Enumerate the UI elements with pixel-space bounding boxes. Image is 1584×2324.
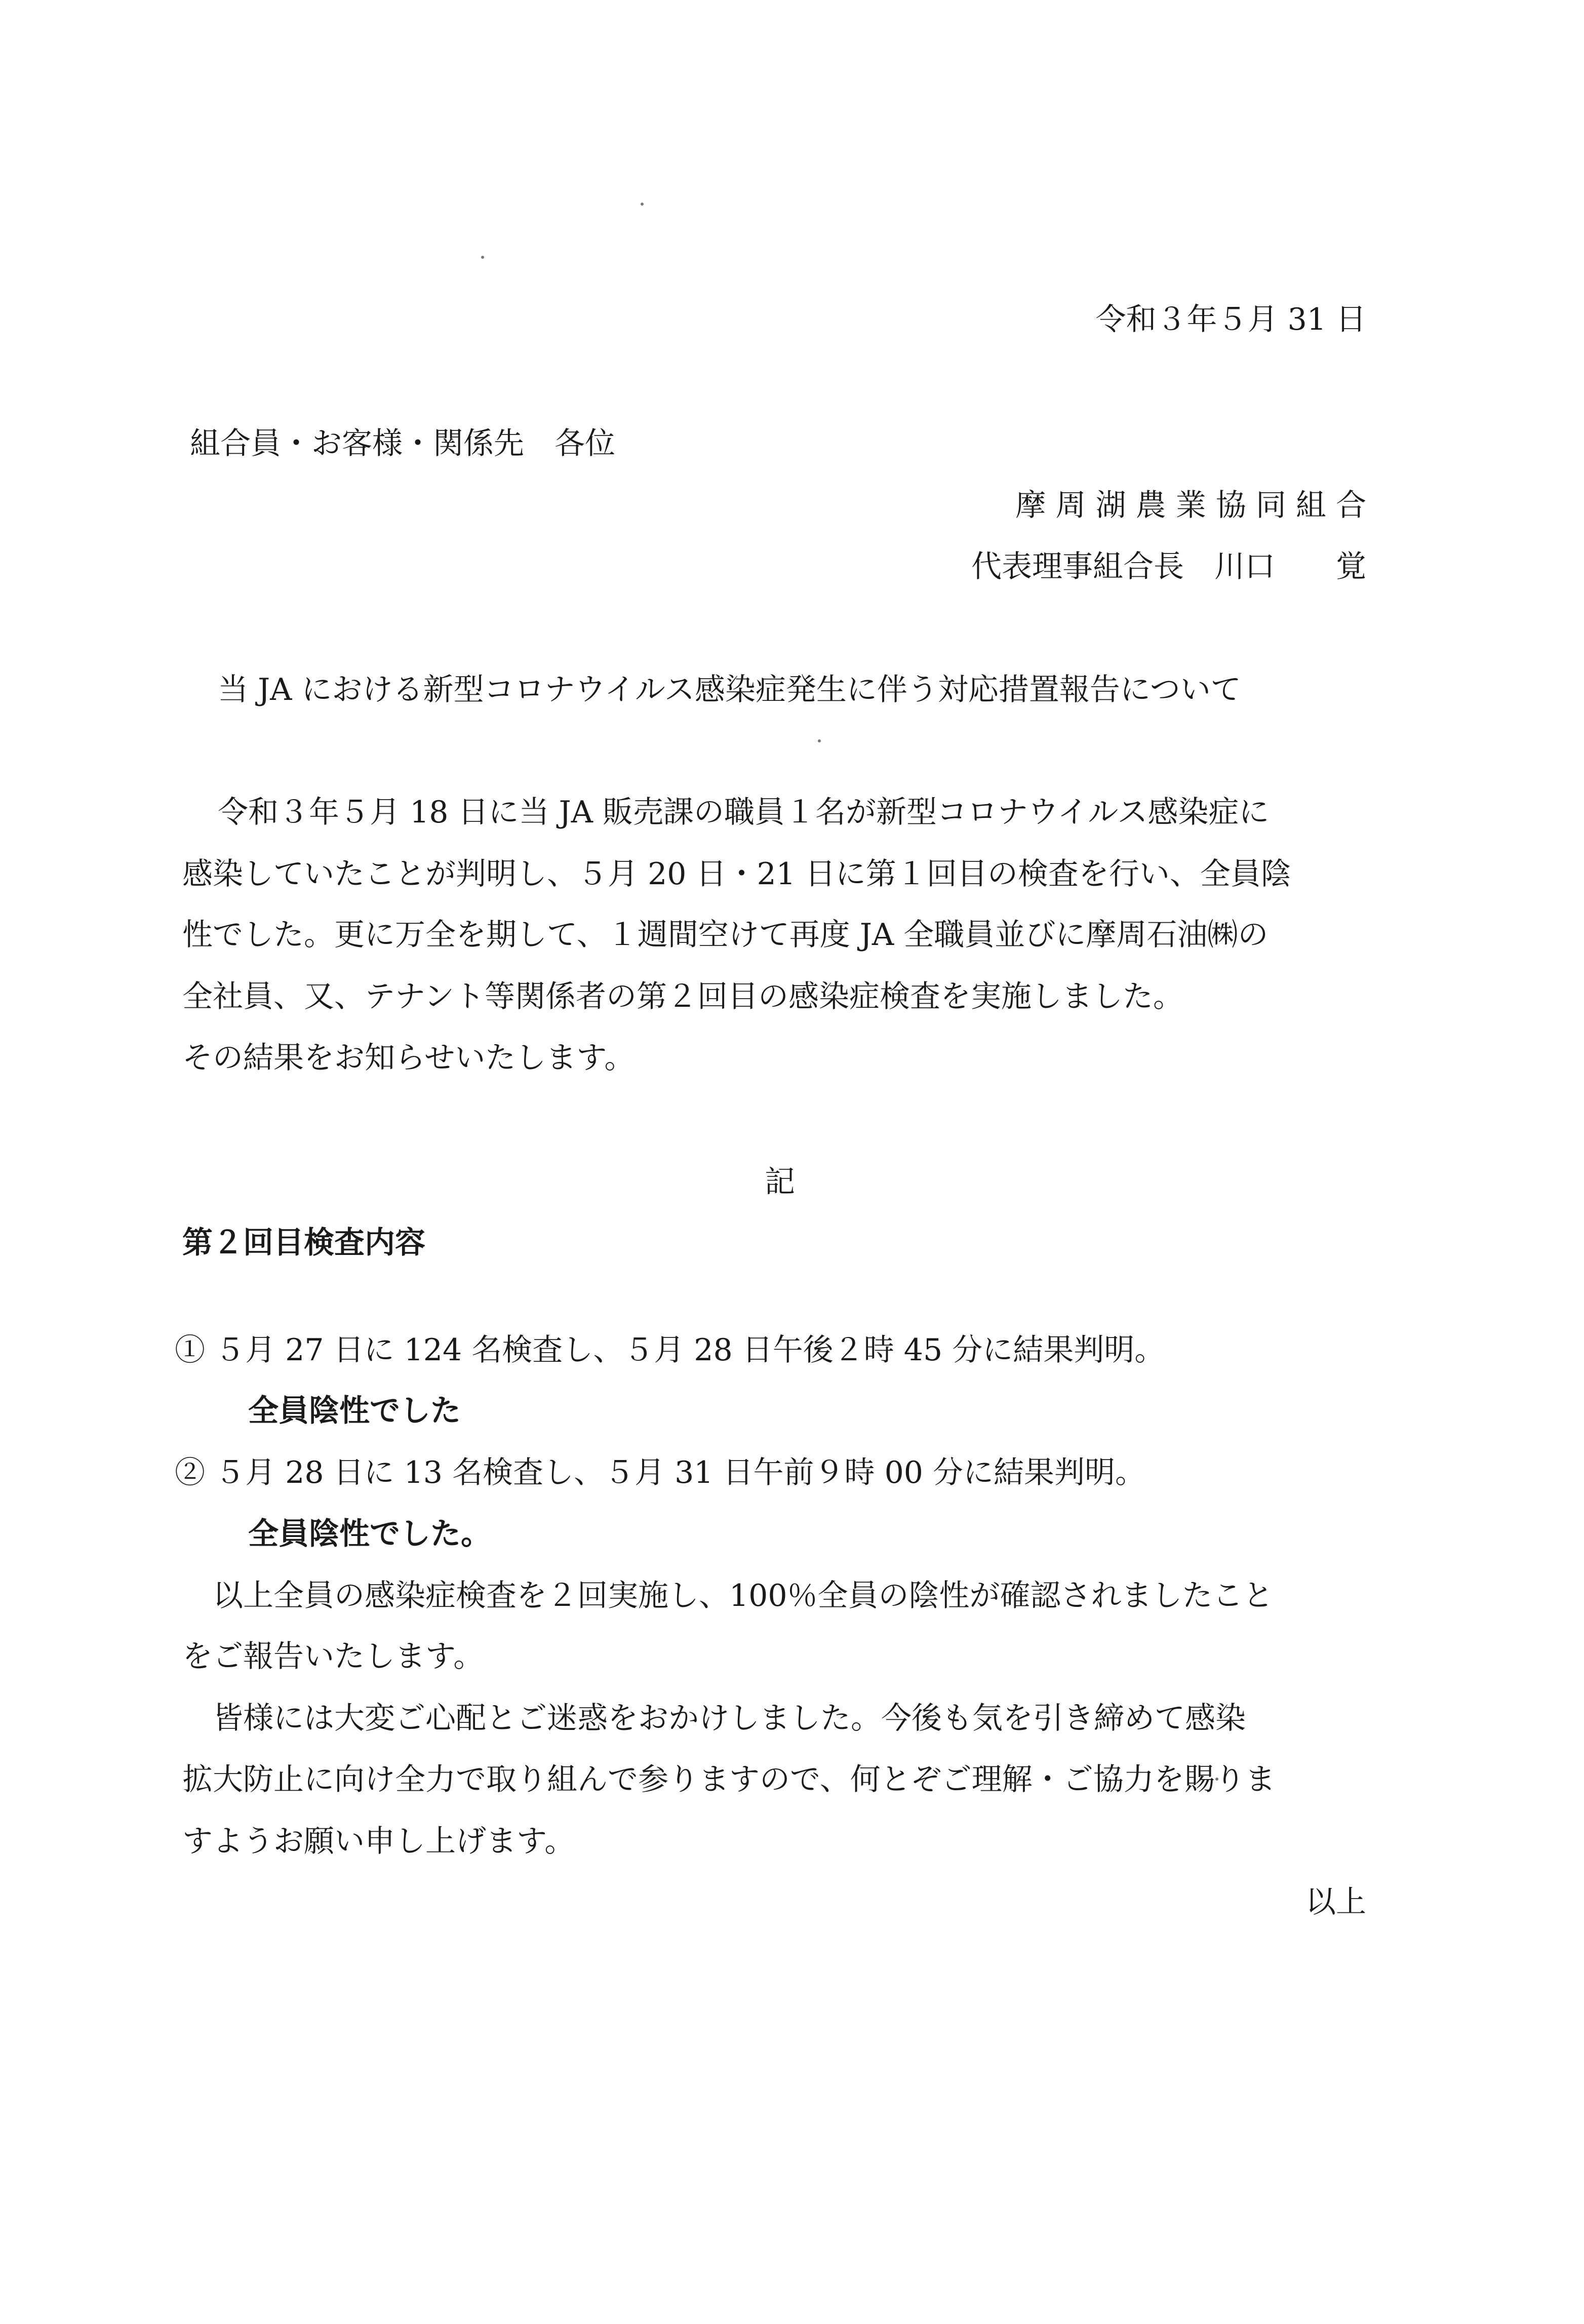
- document-date: 令和３年５月 31 日: [1095, 302, 1366, 337]
- section-heading: 第２回目検査内容: [182, 1225, 425, 1261]
- ki-mark: 記: [765, 1164, 795, 1200]
- intro-line: 性でした。更に万全を期して、１週間空けて再度 JA 全職員並びに摩周石油㈱の: [182, 917, 1269, 953]
- intro-line: その結果をお知らせいたします。: [182, 1040, 635, 1076]
- result-line-1: ① ５月 27 日に 124 名検査し、５月 28 日午後２時 45 分に結果判明。: [175, 1332, 1165, 1368]
- scan-speck: [641, 203, 644, 206]
- end-mark: 以上: [1305, 1884, 1366, 1920]
- closing-line: 皆様には大変ご心配とご迷惑をおかけしました。今後も気を引き締めて感染: [213, 1701, 1246, 1736]
- sender-representative: 代表理事組合長 川口 覚: [971, 549, 1366, 584]
- result-outcome-2: 全員陰性でした。: [248, 1516, 491, 1552]
- closing-line: すようお願い申し上げます。: [182, 1824, 575, 1859]
- closing-line: をご報告いたします。: [182, 1639, 484, 1674]
- recipients: 組合員・お客様・関係先 各位: [190, 426, 615, 461]
- sender-organization: 摩 周 湖 農 業 協 同 組 合: [1015, 488, 1366, 523]
- closing-line: 以上全員の感染症検査を２回実施し、100％全員の陰性が確認されましたこと: [213, 1578, 1274, 1613]
- intro-line: 令和３年５月 18 日に当 JA 販売課の職員１名が新型コロナウイルス感染症に: [218, 795, 1270, 830]
- closing-line: 拡大防止に向け全力で取り組んで参りますので、何とぞご理解・ご協力を賜りま: [182, 1762, 1276, 1797]
- intro-line: 全社員、又、テナント等関係者の第２回目の感染症検査を実施しました。: [182, 979, 1183, 1014]
- result-line-2: ② ５月 28 日に 13 名検査し、５月 31 日午前９時 00 分に結果判明。: [175, 1455, 1146, 1490]
- intro-line: 感染していたことが判明し、５月 20 日・21 日に第１回目の検査を行い、全員陰: [182, 856, 1291, 892]
- scan-speck: [481, 256, 484, 259]
- scan-speck: [818, 739, 821, 742]
- result-outcome-1: 全員陰性でした: [248, 1393, 461, 1429]
- document-title: 当 JA における新型コロナウイルス感染症発生に伴う対応措置報告について: [218, 672, 1241, 707]
